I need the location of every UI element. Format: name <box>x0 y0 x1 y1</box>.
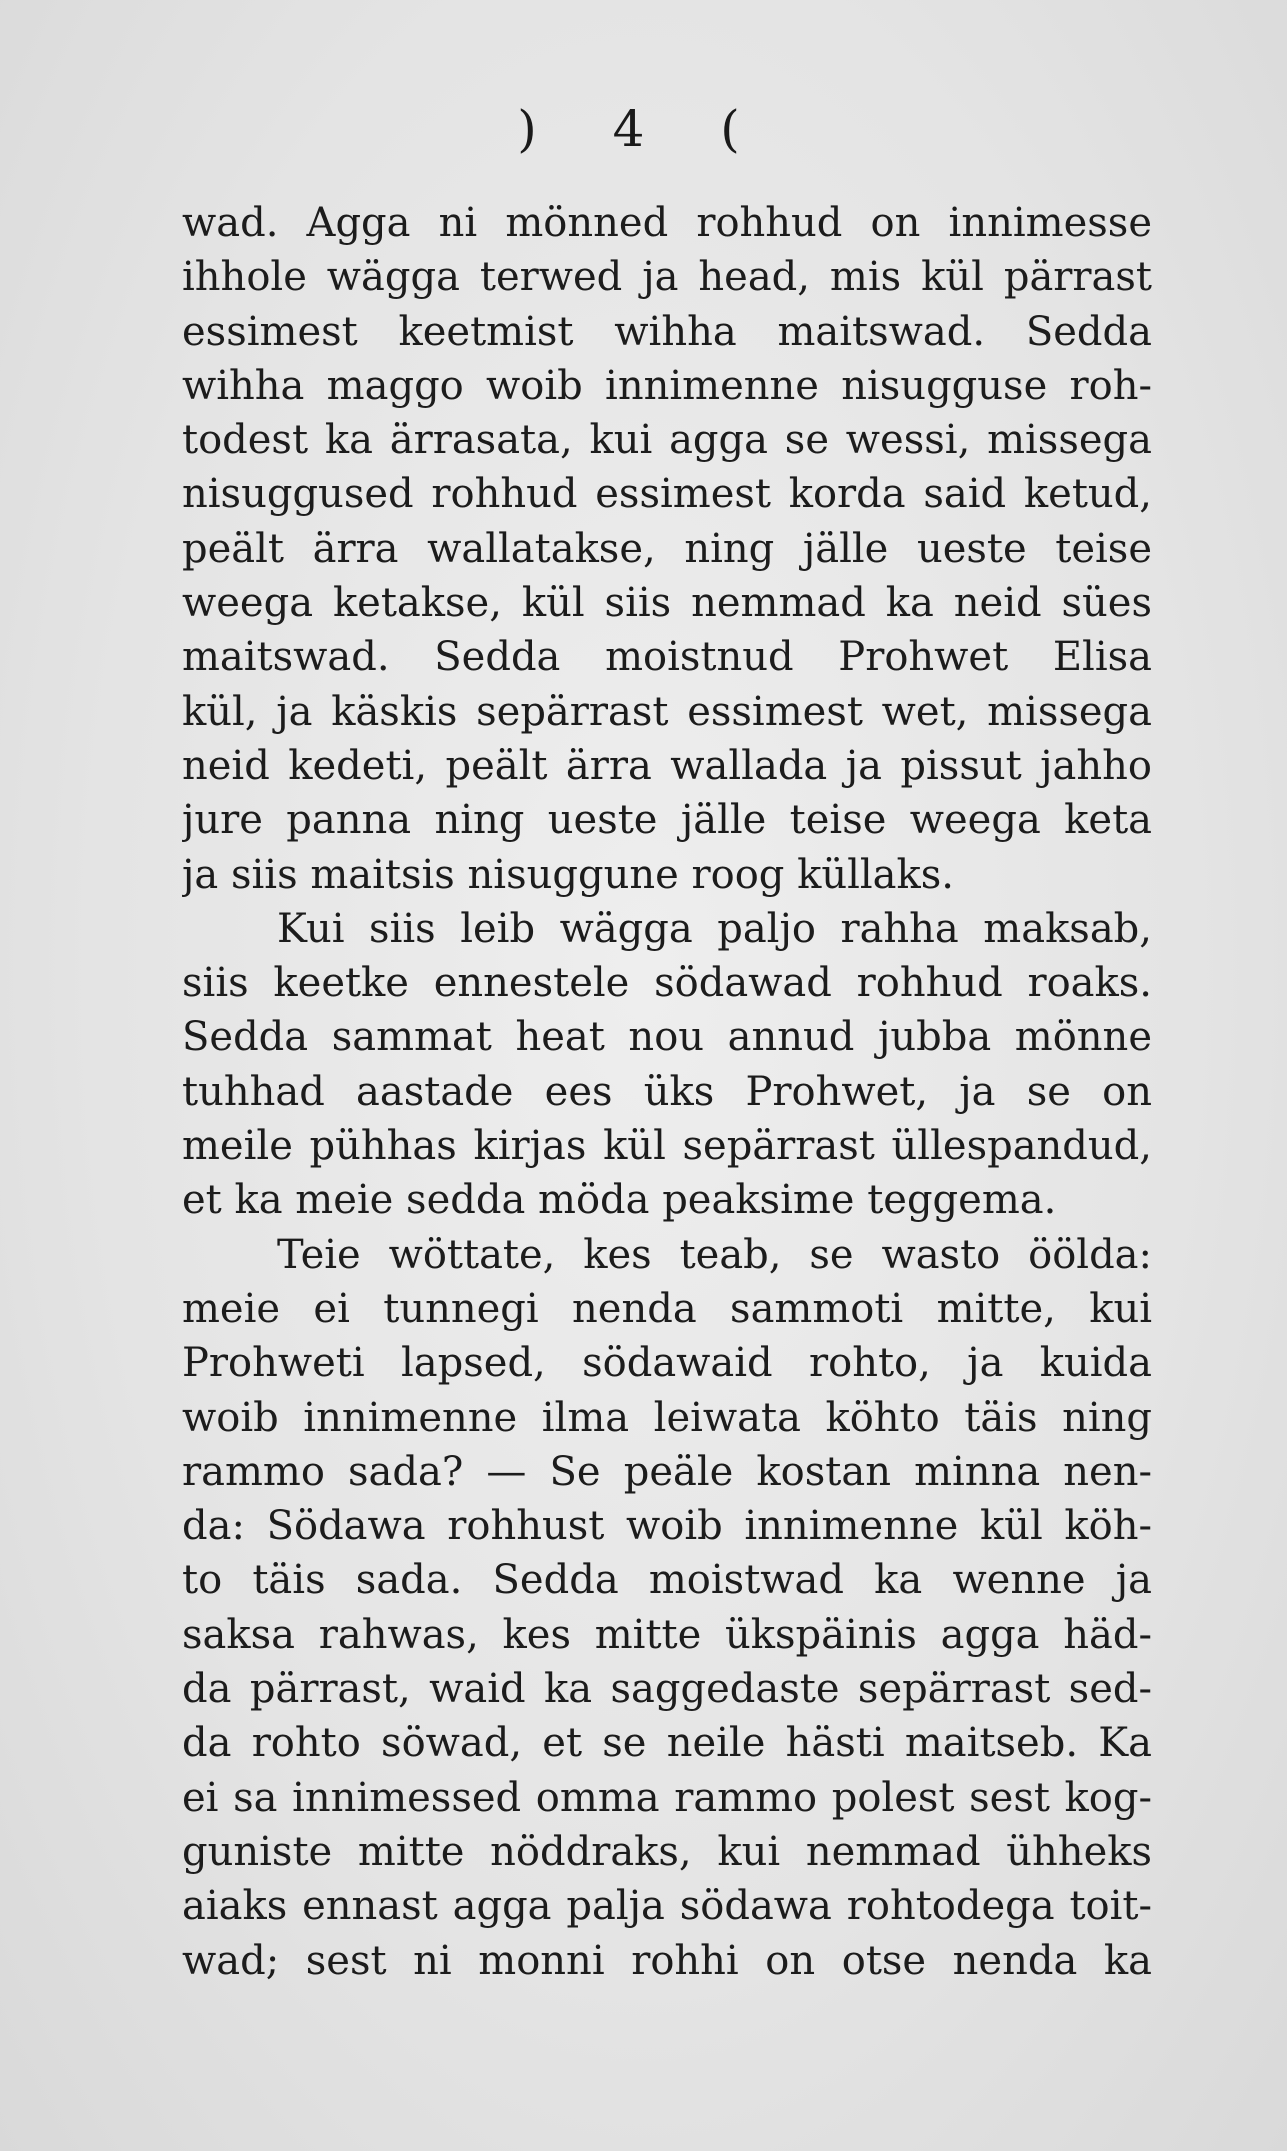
text-line: aiaks ennast agga palja södawa rohtodega toit- <box>182 1883 1152 1930</box>
text-line: da rohto söwad, et se neile hästi maitseb. Ka <box>182 1720 1152 1767</box>
text-line: jure panna ning ueste jälle teise weega keta <box>182 797 1152 844</box>
text-line: essimest keetmist wihha maitswad. Sedda <box>182 308 1152 355</box>
text-line: to täis sada. Sedda moistwad ka wenne ja <box>182 1557 1152 1604</box>
text-line: Teie wöttate, kes teab, se wasto öölda: <box>277 1231 1152 1278</box>
text-line: meile pühhas kirjas kül sepärrast üllespandud, <box>182 1123 1152 1170</box>
text-line: da: Södawa rohhust woib innimenne kül köh- <box>182 1503 1152 1550</box>
text-line: ja siis maitsis nisuggune roog küllaks. <box>182 851 955 898</box>
text-line: meie ei tunnegi nenda sammoti mitte, kui <box>182 1285 1152 1332</box>
text-line: Sedda sammat heat nou annud jubba mönne <box>182 1014 1152 1061</box>
text-line: wihha maggo woib innimenne nisugguse roh- <box>182 362 1152 409</box>
text-line: ihhole wägga terwed ja head, mis kül pärrast <box>182 254 1152 301</box>
text-line: rammo sada? — Se peäle kostan minna nen- <box>182 1448 1152 1495</box>
text-line: nisuggused rohhud essimest korda said ketud, <box>182 471 1152 518</box>
text-line: neid kedeti, peält ärra wallada ja pissut jahho <box>182 742 1152 789</box>
text-line: woib innimenne ilma leiwata köhto täis ning <box>182 1394 1152 1441</box>
text-line: et ka meie sedda möda peaksime teggema. <box>182 1177 1057 1224</box>
text-line: saksa rahwas, kes mitte ükspäinis agga häd- <box>182 1611 1152 1658</box>
text-line: guniste mitte nöddraks, kui nemmad ühheks <box>182 1828 1152 1875</box>
text-line: weega ketakse, kül siis nemmad ka neid sües <box>182 580 1152 627</box>
text-line: Prohweti lapsed, södawaid rohto, ja kuida <box>182 1340 1152 1387</box>
text-line: siis keetke ennestele södawad rohhud roaks. <box>182 960 1152 1007</box>
text-line: kül, ja käskis sepärrast essimest wet, missega <box>182 688 1152 735</box>
text-line: tuhhad aastade ees üks Prohwet, ja se on <box>182 1068 1152 1115</box>
text-line: wad. Agga ni mönned rohhud on innimesse <box>182 200 1152 246</box>
page-number: ) 4 ( <box>517 100 770 158</box>
text-line: Kui siis leib wägga paljo rahha maksab, <box>277 905 1152 952</box>
body-text <box>182 196 1152 1988</box>
text-line: da pärrast, waid ka saggedaste sepärrast sed- <box>182 1666 1152 1713</box>
text-line: todest ka ärrasata, kui agga se wessi, missega <box>182 417 1152 464</box>
text-line: maitswad. Sedda moistnud Prohwet Elisa <box>182 634 1152 681</box>
text-line: ei sa innimessed omma rammo polest sest kog- <box>182 1774 1152 1821</box>
text-line: peält ärra wallatakse, ning jälle ueste teise <box>182 525 1152 572</box>
text-line: wad; sest ni monni rohhi on otse nenda ka <box>182 1937 1152 1984</box>
